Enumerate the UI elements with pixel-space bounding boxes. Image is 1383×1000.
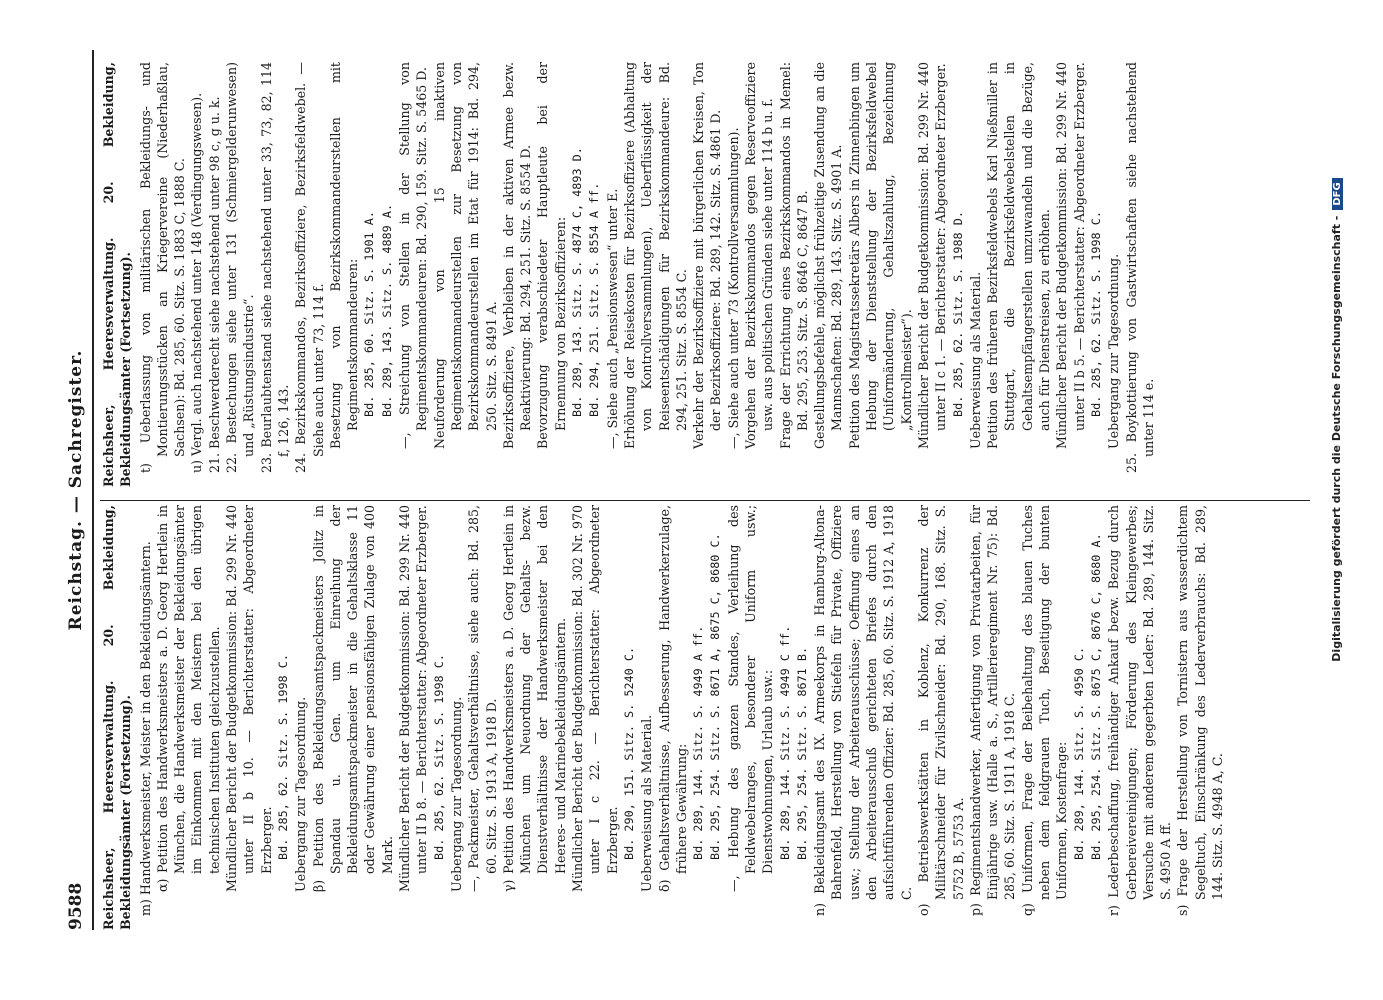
index-entry: Neuforderung von 15 inaktiven Regimentskommandeurstellen zur Besetzung von Bezirkskommandeurstellen im Etat für 1914: Bd. 294, 250. Sitz. S. 8491 A.: [431, 62, 499, 449]
left-column-heading: Reichsheer, Heeresverwaltung. 20. Bekleidung, Bekleidungsämter (Fortsetzung).: [101, 505, 134, 930]
index-entry: Bd. 295, 254. Sitz. S. 8671 A, 8675 C, 8680 C.: [708, 533, 723, 860]
index-entry: r) Lederbeschaffung, freihändiger Ankauf bezw. Bezug durch Gerbereivereinigungen; Förderung des Kleingewerbes; Versuche mit anderem gegerbten Leder: Bd. 289, 144. Sitz. S. 4950 A ff.: [1106, 505, 1174, 916]
index-entry: 23. Beurlaubtenstand siehe nachstehend unter 33, 73, 82, 114 f, 126, 143.: [258, 62, 291, 473]
index-entry: Mündlicher Bericht der Budgetkommission: Bd. 299 Nr. 440 unter II b 5. — Berichterstatter: Abgeordneter Erzberger.: [1054, 62, 1087, 449]
dfg-logo: DFG: [1332, 178, 1343, 209]
index-entry: Frage der Errichtung eines Bezirkskommandos in Memel: Bd. 295, 253. Sitz. S. 8646 C, 8647 B.: [777, 62, 810, 449]
index-entry: s) Frage der Herstellung von Tornistern aus wasserdichtem Segeltuch, Einschränkung des Lederverbrauchs: Bd. 289, 144. Sitz. S. 4948 A, C.: [1175, 505, 1225, 916]
index-entry: Bd. 290, 151. Sitz. S. 5240 C.: [621, 646, 636, 860]
index-entry: Erhöhung der Reisekosten für Bezirksoffiziere (Abhaltung von Kontrollversammlungen), Ueberflüssigkeit der Reiseentschädigungen für Bezirkskommandeure: Bd. 294, 251. Sitz. S. 8554 C.: [621, 62, 689, 449]
index-entry: β) Petition des Bekleidungsamtspackmeisters Jolitz in Spandau u. Gen. um Einreihung der Bekleidungsamtspackmeister in die Gehaltsklasse 11 oder Gewährung einer pensionsfähigen Zulage von 400 Mark.: [310, 505, 395, 892]
left-entries: [137, 505, 1227, 930]
index-entry: Bd. 285, 60. Sitz. S. 1901 A.: [362, 211, 377, 417]
index-entry: 24. Bezirkskommandos, Bezirksoffiziere, Bezirksfeldwebel. — Siehe auch unter 73, 114 f.: [293, 62, 326, 473]
column-divider: [100, 500, 1310, 501]
index-entry: Bd. 285, 62. Sitz. S. 1998 C.: [275, 654, 290, 860]
digitization-text: Digitalisierung gefördert durch die Deutsche Forschungsgemeinschaft -: [1330, 215, 1343, 662]
index-entry: Ueberweisung als Material.: [639, 714, 655, 892]
index-entry: 21. Beschwerderecht siehe nachstehend unter 98 c, g u. k.: [206, 96, 222, 473]
index-entry: Mündlicher Bericht der Budgetkommission: Bd. 299 Nr. 440 unter II b 8. — Berichterstatter: Abgeordneter Erzberger.: [397, 505, 430, 892]
index-entry: Petition des Magistratssekretärs Albers in Zinnenbingen um Hebung der Dienststellung der Bezirksfeldwebel (Uniformänderung, Gehaltszahlung, Bezeichnung „Kontrollmeister“).: [846, 62, 914, 449]
index-entry: Mündlicher Bericht der Budgetkommission: Bd. 299 Nr. 440 unter II c 1. — Berichterstatter: Abgeordneter Erzberger.: [915, 62, 949, 449]
index-entry: Bezirksoffiziere, Verbleiben in der aktiven Armee bezw. Reaktivierung: Bd. 294, 251. Sitz. S. 8554 D.: [500, 62, 534, 449]
index-entry: γ) Petition des Handwerksmeisters a. D. Georg Hertlein in München um Neuordnung der Gehalts- bezw. Dienstverhältnisse der Handwerksmeister bei den Heeres- und Marinebekleidungsämtern.: [500, 505, 568, 892]
index-entry: Bd. 294, 251. Sitz. S. 8554 A ff.: [587, 182, 602, 417]
index-entry: Bd. 289, 144. Sitz. S. 4949 C ff.: [777, 625, 792, 860]
index-entry: Bd. 289, 143. Sitz. S. 4874 C, 4893 D.: [570, 147, 585, 417]
index-entry: Vorgehen der Bezirkskommandos gegen Reserveoffiziere usw. aus politischen Gründen siehe unter 114 b u. f.: [742, 62, 776, 449]
index-entry: Verkehr der Bezirksoffiziere mit bürgerlichen Kreisen, Ton der Bezirksoffiziere: Bd. 289, 142. Sitz. S. 4861 D.: [691, 62, 724, 449]
page-header: [62, 50, 96, 930]
index-entry: o) Betriebswerkstätten in Koblenz, Konkurrenz der Militärschneider für Zivilschneider: Bd. 290, 168. Sitz. S. 5752 B, 5753 A.: [915, 505, 966, 916]
left-column: [100, 505, 1310, 930]
index-entry: Bd. 295, 254. Sitz. S. 8671 B.: [794, 646, 809, 860]
index-entry: —, Streichung von Stellen in der Stellung von Regimentskommandeuren: Bd. 290, 159. Sitz. S. 5465 D.: [397, 62, 430, 449]
index-entry: Petition des früheren Bezirksfeldwebels Karl Nießmiller in Stuttgart, die Bezirksfeldwebelstellen in Gehaltsempfängerstellen umzuwandeln und die Bezüge, auch für Dienstreisen, zu erhöhen.: [985, 62, 1053, 449]
digitization-note: [1330, 10, 1352, 830]
index-entry: 22. Bestechungen siehe unter 131 (Schmiergelderunwesen) und „Rüstungsindustrie“.: [224, 62, 257, 473]
right-entries: [137, 62, 1158, 487]
index-entry: Bd. 285, 62. Sitz. S. 1998 C.: [431, 654, 446, 860]
right-column: [100, 62, 1310, 487]
index-entry: Uebergang zur Tagesordnung.: [1106, 253, 1122, 449]
index-entry: Uebergang zur Tagesordnung.: [448, 696, 464, 892]
index-entry: —, Siehe auch „Pensionswesen“ unter E.: [604, 188, 620, 449]
right-column-heading: Reichsheer, Heeresverwaltung. 20. Bekleidung, Bekleidungsämter (Fortsetzung).: [101, 62, 134, 487]
running-title: Reichstag. — Sachregister.: [66, 349, 86, 631]
index-entry: δ) Gehaltsverhältnisse, Aufbesserung, Handwerkerzulage, frühere Gewährung:: [656, 505, 689, 892]
index-entry: Bd. 285, 62. Sitz. S. 1988 D.: [950, 211, 965, 417]
index-entry: —, Siehe auch unter 73 (Kontrollversammlungen).: [725, 127, 741, 449]
index-entry: Uebergang zur Tagesordnung.: [293, 696, 309, 892]
index-entry: —, Hebung des ganzen Standes, Verleihung des Feldwebelranges, besonderer Uniform usw.; Dienstwohnungen, Urlaub usw.:: [725, 505, 776, 892]
index-entry: Mündlicher Bericht der Budgetkommission: Bd. 302 Nr. 970 unter I c 22. — Berichterstatter: Abgeordneter Erzberger.: [570, 505, 620, 892]
index-entry: Mündlicher Bericht der Budgetkommission: Bd. 299 Nr. 440 unter II b 10. — Berichterstatter: Abgeordneter Erzberger.: [224, 505, 274, 892]
index-entry: Bd. 289, 143. Sitz. S. 4889 A.: [379, 203, 394, 417]
index-entry: Gestellungsbefehle, möglichst frühzeitige Zusendung an die Mannschaften: Bd. 289, 143. Sitz. S. 4901 A.: [812, 62, 845, 449]
index-entry: n) Bekleidungsamt des IX. Armeekorps in Hamburg-Altona-Bahrenfeld, Herstellung von Stiefeln für Private, Offiziere usw.; Stellung der Arbeiterausschüsse; Oeffnung eines an den Arbeiterausschuß gerichteten Briefes durch den aufsichtführenden Offizier: Bd. 285, 60. Sitz. S. 1912 A, 1918 C.: [812, 505, 914, 916]
index-entry: Bd. 289, 144. Sitz. S. 4949 A ff.: [691, 625, 706, 860]
index-entry: q) Uniformen, Frage der Beibehaltung des blauen Tuches neben dem feldgrauen Tuch, Beseitigung der bunten Uniformen, Kostenfrage:: [1019, 505, 1070, 916]
index-entry: —, Packmeister, Gehaltsverhältnisse, siehe auch: Bd. 285, 60. Sitz. S. 1913 A, 1918 D.: [466, 505, 499, 892]
header-rule: [92, 50, 94, 930]
page-number: 9588: [66, 882, 86, 930]
index-entry: α) Petition des Handwerksmeisters a. D. Georg Hertlein in München, die Handwerksmeister der Bekleidungsämter im Einkommen mit den Meistern bei den übrigen technischen Instituten gleichzustellen.: [154, 505, 222, 892]
index-entry: m) Handwerksmeister, Meister in den Bekleidungsämtern.: [137, 541, 153, 916]
index-entry: Bd. 295, 254. Sitz. S. 8675 C, 8676 C, 8680 A.: [1088, 533, 1103, 860]
index-entry: Bd. 289, 144. Sitz. S. 4950 C.: [1071, 646, 1086, 860]
index-entry: u) Vergl. auch nachstehend unter 148 (Verdingungswesen).: [189, 92, 205, 473]
index-entry: Besetzung von Bezirkskommandeurstellen mit Regimentskommandeuren:: [327, 62, 361, 449]
index-entry: 25. Boykottierung von Gastwirtschaften siehe nachstehend unter 114 e.: [1123, 62, 1156, 473]
index-entry: Ueberweisung als Material.: [967, 271, 983, 449]
index-entry: p) Regimentshandwerker, Anfertigung von Privatarbeiten, für Einjährige usw. (Halle a. S., Artillerieregiment Nr. 75): Bd. 285, 60. Sitz. S. 1911 A, 1918 C.: [967, 505, 1018, 916]
index-entry: Bevorzugung verabschiedeter Hauptleute bei der Ernennung von Bezirksoffizieren:: [535, 62, 568, 449]
index-entry: t) Ueberlassung von militärischen Bekleidungs- und Montierungsstücken an Kriegervereine (Niederhaßlau, Sachsen): Bd. 285, 60. Sitz. S. 1883 C, 1888 C.: [137, 62, 188, 473]
index-entry: Bd. 285, 62. Sitz. S. 1998 C.: [1088, 211, 1103, 417]
